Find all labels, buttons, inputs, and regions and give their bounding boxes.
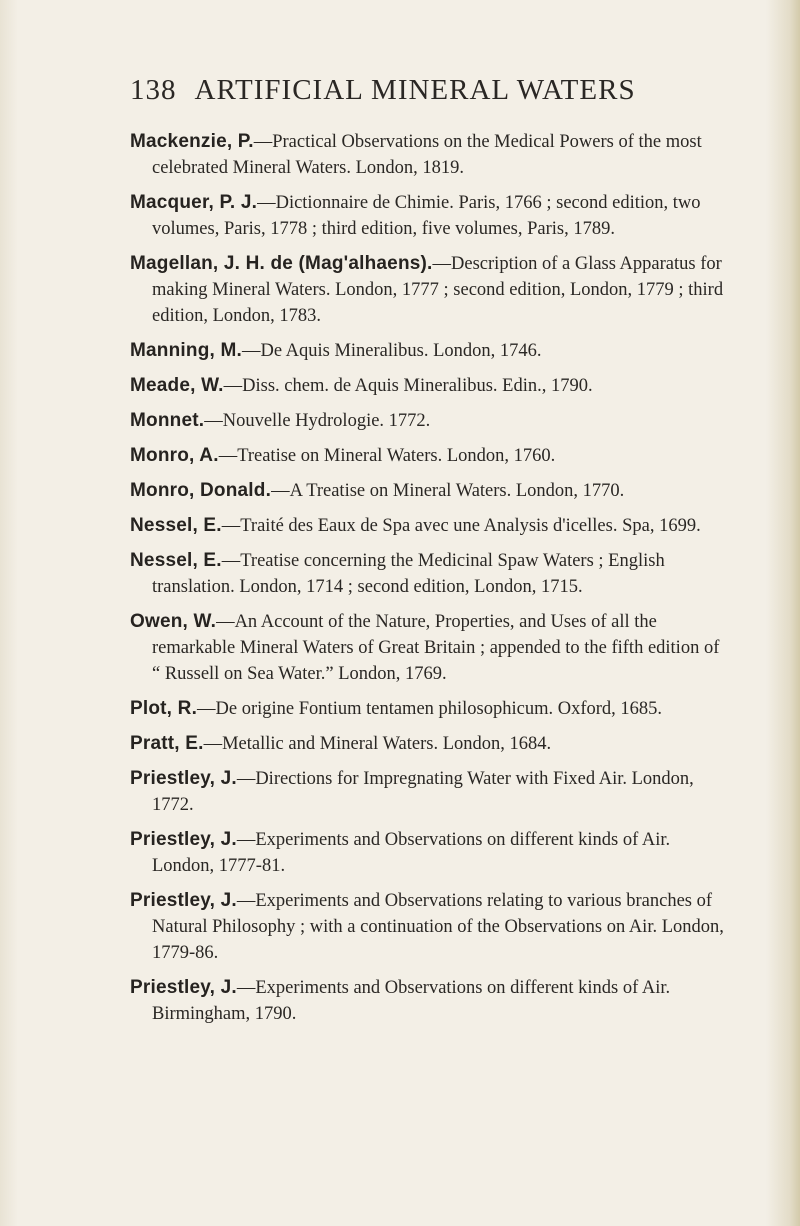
entry-author: Nessel, E. [130,550,222,571]
entry-text: —De origine Fontium tentamen philosophicum. Oxford, 1685. [197,699,663,719]
entry-text: —Treatise on Mineral Waters. London, 1760. [218,446,556,466]
bibliography-entry [130,190,732,242]
entry-author: Magellan, J. H. de (Mag'alhaens). [130,253,433,274]
bibliography-entry [130,408,732,434]
entry-text: —Description of a Glass Apparatus for making Mineral Waters. London, 1777 ; second edition, London, 1779 ; third edition, London, 1783. [152,254,724,326]
bibliography-entry [130,373,732,399]
entry-text: —Dictionnaire de Chimie. Paris, 1766 ; second edition, two volumes, Paris, 1778 ; third edition, five volumes, Paris, 1789. [152,193,701,239]
bibliography-entry [130,478,732,504]
page-number: 138 [130,74,177,106]
entry-text: —Practical Observations on the Medical Powers of the most celebrated Mineral Waters. London, 1819. [152,132,702,178]
entry-text: —De Aquis Mineralibus. London, 1746. [241,341,542,361]
entry-author: Meade, W. [130,375,224,396]
entry-author: Monro, A. [130,445,219,466]
entry-author: Priestley, J. [130,977,237,998]
bibliography-entry [130,766,732,818]
bibliography-entry [130,548,732,600]
bibliography-entry [130,251,732,329]
entry-text: —Nouvelle Hydrologie. 1772. [204,411,431,431]
entry-author: Macquer, P. J. [130,192,258,213]
entry-author: Owen, W. [130,611,217,632]
entry-text: —A Treatise on Mineral Waters. London, 1770. [271,481,625,501]
entry-text: —Experiments and Observations on different kinds of Air. Birmingham, 1790. [152,978,671,1024]
entry-text: —Diss. chem. de Aquis Mineralibus. Edin., 1790. [223,376,593,396]
entry-author: Monnet. [130,410,205,431]
bibliography-entry [130,609,732,687]
entry-text: —An Account of the Nature, Properties, and Uses of all the remarkable Mineral Waters of Great Britain ; appended to the fifth edition of “ Russell on Sea Water.” London, 1769. [152,612,720,684]
page-title: ARTIFICIAL MINERAL WATERS [194,74,636,106]
entry-author: Priestley, J. [130,768,237,789]
page-edge-shadow-left [0,0,18,1226]
entry-text: —Treatise concerning the Medicinal Spaw Waters ; English translation. London, 1714 ; second edition, London, 1715. [152,551,665,597]
entry-text: —Metallic and Mineral Waters. London, 1684. [203,734,552,754]
bibliography-entry [130,827,732,879]
entry-author: Manning, M. [130,340,242,361]
entry-author: Mackenzie, P. [130,131,254,152]
bibliography-entry [130,513,732,539]
bibliography-entry [130,975,732,1027]
bibliography-entry [130,731,732,757]
running-header [130,74,660,114]
bibliography-entry [130,443,732,469]
entry-text: —Directions for Impregnating Water with Fixed Air. London, 1772. [152,769,694,815]
bibliography-list [130,129,732,1036]
entry-text: —Experiments and Observations on different kinds of Air. London, 1777-81. [152,830,671,876]
entry-text: —Traité des Eaux de Spa avec une Analysis d'icelles. Spa, 1699. [221,516,701,536]
page-edge-shadow-right [766,0,800,1226]
entry-author: Priestley, J. [130,829,237,850]
entry-author: Monro, Donald. [130,480,272,501]
entry-author: Pratt, E. [130,733,204,754]
entry-text: —Experiments and Observations relating to various branches of Natural Philosophy ; with a continuation of the Observations on Air. London, 1779-86. [152,891,724,963]
entry-author: Plot, R. [130,698,198,719]
bibliography-entry [130,888,732,966]
bibliography-entry [130,696,732,722]
entry-author: Nessel, E. [130,515,222,536]
entry-author: Priestley, J. [130,890,237,911]
bibliography-entry [130,129,732,181]
bibliography-entry [130,338,732,364]
